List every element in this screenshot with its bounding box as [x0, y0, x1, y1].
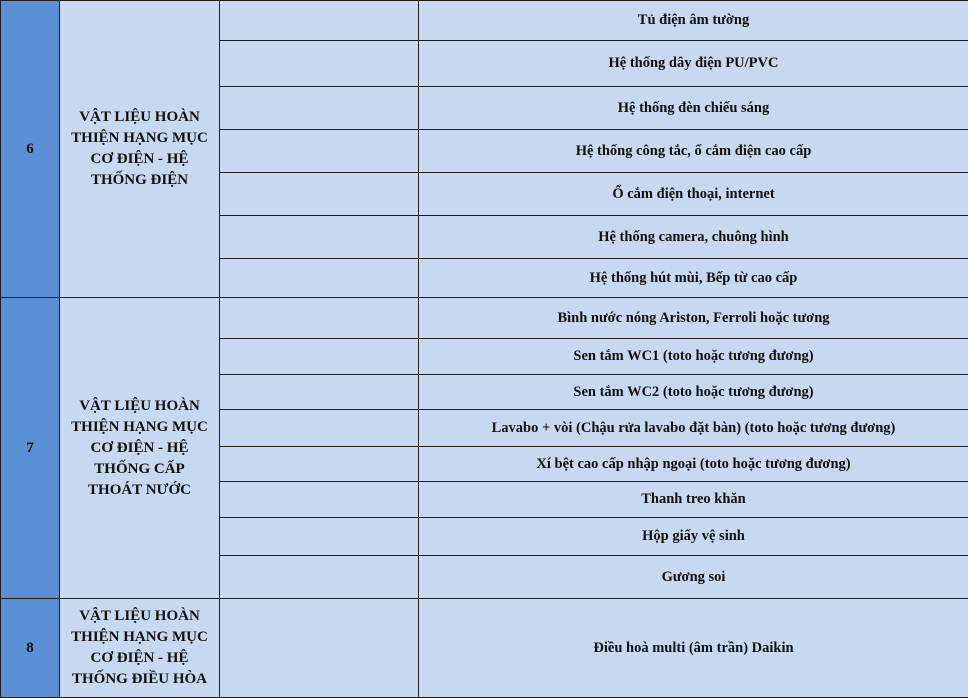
item-cell[interactable]: Bình nước nóng Ariston, Ferroli hoặc tương — [419, 298, 968, 339]
empty-cell[interactable] — [220, 1, 419, 41]
item-cell[interactable]: Gương soi — [419, 556, 968, 599]
category-cell[interactable]: VẬT LIỆU HOÀN THIỆN HẠNG MỤC CƠ ĐIỆN - HỆ THỐNG ĐIỀU HÒA — [60, 599, 220, 698]
section-number-cell[interactable]: 6 — [1, 1, 60, 298]
section-number-cell[interactable]: 8 — [1, 599, 60, 698]
empty-cell[interactable] — [220, 482, 419, 518]
item-cell[interactable]: Tủ điện âm tường — [419, 1, 968, 41]
item-cell[interactable]: Hệ thống công tắc, ổ cắm điện cao cấp — [419, 130, 968, 173]
item-cell[interactable]: Hệ thống dây điện PU/PVC — [419, 41, 968, 87]
item-cell[interactable]: Hộp giấy vệ sinh — [419, 518, 968, 556]
empty-cell[interactable] — [220, 41, 419, 87]
empty-cell[interactable] — [220, 556, 419, 599]
empty-cell[interactable] — [220, 259, 419, 298]
item-cell[interactable]: Hệ thống hút mùi, Bếp từ cao cấp — [419, 259, 968, 298]
empty-cell[interactable] — [220, 216, 419, 259]
item-cell[interactable]: Điều hoà multi (âm trần) Daikin — [419, 599, 968, 698]
table-row — [1, 599, 968, 698]
item-cell[interactable]: Ổ cắm điện thoại, internet — [419, 173, 968, 216]
empty-cell[interactable] — [220, 298, 419, 339]
table-row — [1, 1, 968, 41]
empty-cell[interactable] — [220, 339, 419, 375]
item-cell[interactable]: Sen tắm WC2 (toto hoặc tương đương) — [419, 375, 968, 410]
empty-cell[interactable] — [220, 87, 419, 130]
empty-cell[interactable] — [220, 599, 419, 698]
category-cell[interactable]: VẬT LIỆU HOÀN THIỆN HẠNG MỤC CƠ ĐIỆN - HỆ THỐNG ĐIỆN — [60, 1, 220, 298]
empty-cell[interactable] — [220, 375, 419, 410]
empty-cell[interactable] — [220, 447, 419, 482]
table-row — [1, 298, 968, 339]
item-cell[interactable]: Xí bệt cao cấp nhập ngoại (toto hoặc tương đương) — [419, 447, 968, 482]
empty-cell[interactable] — [220, 410, 419, 447]
empty-cell[interactable] — [220, 173, 419, 216]
item-cell[interactable]: Sen tắm WC1 (toto hoặc tương đương) — [419, 339, 968, 375]
item-cell[interactable]: Thanh treo khăn — [419, 482, 968, 518]
section-number-cell[interactable]: 7 — [1, 298, 60, 599]
item-cell[interactable]: Lavabo + vòi (Chậu rửa lavabo đặt bàn) (toto hoặc tương đương) — [419, 410, 968, 447]
empty-cell[interactable] — [220, 518, 419, 556]
category-cell[interactable]: VẬT LIỆU HOÀN THIỆN HẠNG MỤC CƠ ĐIỆN - HỆ THỐNG CẤP THOÁT NƯỚC — [60, 298, 220, 599]
item-cell[interactable]: Hệ thống camera, chuông hình — [419, 216, 968, 259]
item-cell[interactable]: Hệ thống đèn chiếu sáng — [419, 87, 968, 130]
empty-cell[interactable] — [220, 130, 419, 173]
